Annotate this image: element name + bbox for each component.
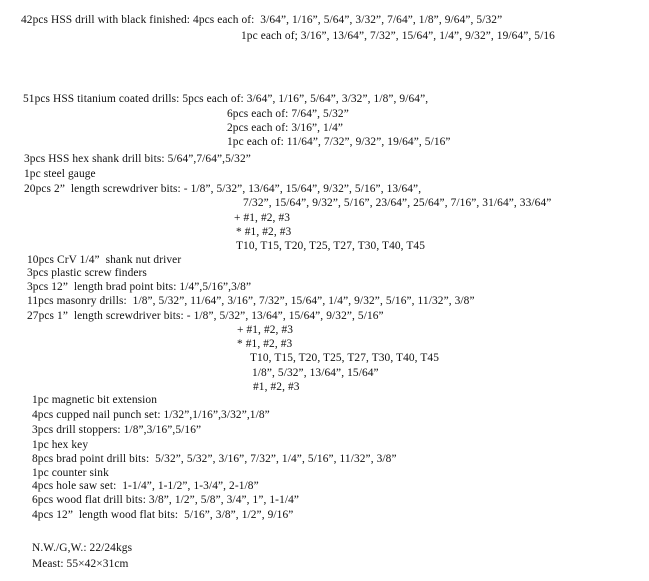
line-brad-point-12in: 3pcs 12” length brad point bits: 1/4”,5/16”,3/8” [27,281,252,293]
line-drill-stoppers: 3pcs drill stoppers: 1/8”,3/16”,5/16” [32,424,202,436]
line-nut-driver: 10pcs CrV 1/4” shank nut driver [27,254,182,266]
line-magnetic-extension: 1pc magnetic bit extension [32,394,158,406]
line-brad-point-drill-bits: 8pcs brad point drill bits: 5/32”, 5/32”, 3/16”, 7/32”, 1/4”, 5/16”, 11/32”, 3/8” [32,453,397,465]
line-measurement: Meast: 55×42×31cm [32,558,129,570]
line-wood-flat-drill: 6pcs wood flat drill bits: 3/8”, 1/2”, 5/8”, 3/4”, 1”, 1-1/4” [32,494,300,506]
line-27pcs-screwdriver-bits: 27pcs 1” length screwdriver bits: - 1/8”, 5/32”, 13/64”, 15/64”, 9/32”, 5/16” [27,310,384,322]
line-nail-punch: 4pcs cupped nail punch set: 1/32”,1/16”,3/32”,1/8” [32,409,270,421]
line-51pcs-2pcs-each: 2pcs each of: 3/16”, 1/4” [227,122,344,134]
line-42pcs-1pc-each: 1pc each of; 3/16”, 13/64”, 7/32”, 15/64”, 1/4”, 9/32”, 19/64”, 5/16 [241,30,555,42]
line-51pcs-6pcs-each: 6pcs each of: 7/64”, 5/32” [227,108,349,120]
line-27pcs-phillips: + #1, #2, #3 [237,324,294,336]
line-hole-saw-set: 4pcs hole saw set: 1-1/4”, 1-1/2”, 1-3/4”, 2-1/8” [32,480,259,492]
line-27pcs-sizes: 1/8”, 5/32”, 13/64”, 15/64” [252,367,379,379]
line-counter-sink: 1pc counter sink [32,467,109,479]
line-51pcs-titanium: 51pcs HSS titanium coated drills: 5pcs each of: 3/64”, 1/16”, 5/64”, 3/32”, 1/8”, 9/64”, [23,93,429,105]
line-20pcs-torx: T10, T15, T20, T25, T27, T30, T40, T45 [236,240,426,252]
line-20pcs-square: * #1, #2, #3 [236,226,292,238]
line-masonry-drills: 11pcs masonry drills: 1/8”, 5/32”, 11/64”, 3/16”, 7/32”, 15/64”, 1/4”, 9/32”, 5/16”, 11/32”, 3/8” [27,295,475,307]
line-hex-shank-bits: 3pcs HSS hex shank drill bits: 5/64”,7/64”,5/32” [24,153,251,165]
line-hex-key: 1pc hex key [32,439,89,451]
line-20pcs-phillips: + #1, #2, #3 [234,212,291,224]
line-20pcs-screwdriver-bits: 20pcs 2” length screwdriver bits: - 1/8”, 5/32”, 13/64”, 15/64”, 9/32”, 5/16”, 13/64”, [24,183,422,195]
line-20pcs-sizes-cont: 7/32”, 15/64”, 9/32”, 5/16”, 23/64”, 25/64”, 7/16”, 31/64”, 33/64” [243,197,552,209]
line-42pcs-hss-drill: 42pcs HSS drill with black finished: 4pcs each of: 3/64”, 1/16”, 5/64”, 3/32”, 7/64”, 1/8”, 9/64”, 5/32” [21,14,503,26]
line-27pcs-square: * #1, #2, #3 [237,338,293,350]
line-weight: N.W./G,W.: 22/24kgs [32,542,133,554]
line-wood-flat-12in: 4pcs 12” length wood flat bits: 5/16”, 3/8”, 1/2”, 9/16” [32,509,294,521]
line-steel-gauge: 1pc steel gauge [24,168,96,180]
line-screw-finders: 3pcs plastic screw finders [27,267,147,279]
line-27pcs-torx: T10, T15, T20, T25, T27, T30, T40, T45 [250,352,440,364]
line-51pcs-1pc-each: 1pc each of: 11/64”, 7/32”, 9/32”, 19/64”, 5/16” [227,136,451,148]
line-27pcs-numbers: #1, #2, #3 [253,381,300,393]
